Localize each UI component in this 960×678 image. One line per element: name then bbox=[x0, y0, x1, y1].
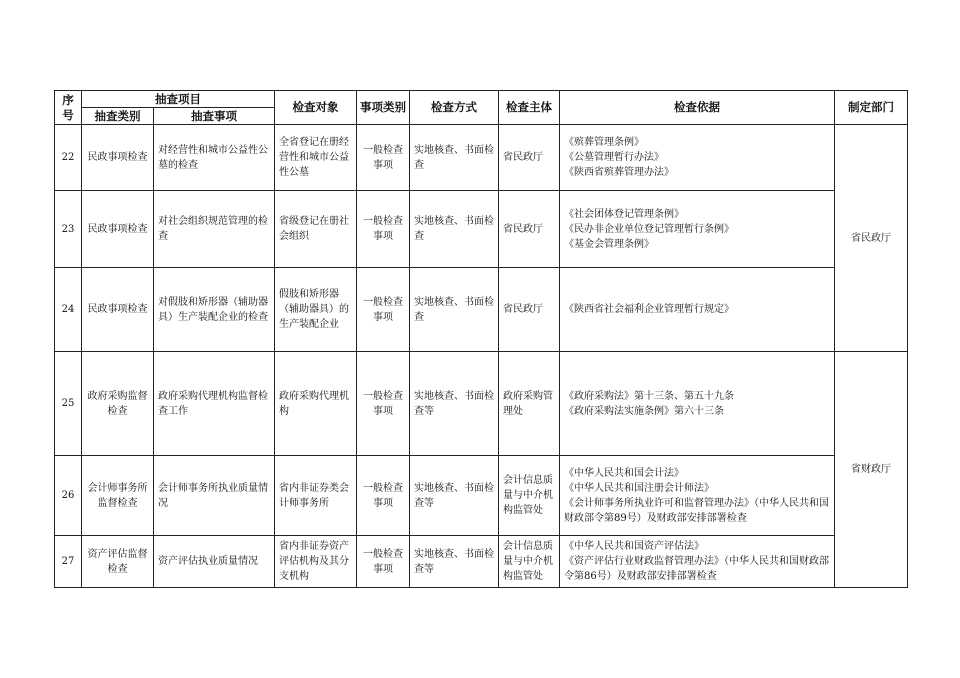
row-type: 一般检查事项 bbox=[357, 456, 410, 536]
row-subject: 省民政厅 bbox=[499, 191, 560, 268]
basis-line: 《中华人民共和国资产评估法》 bbox=[564, 541, 704, 552]
basis-line: 《社会团体登记管理条例》 bbox=[564, 208, 684, 220]
row-basis bbox=[560, 536, 835, 588]
row-subject: 省民政厅 bbox=[499, 268, 560, 352]
basis-line: 《资产评估行业财政监督管理办法》（中华人民共和国财政部令第86号）及财政部安排部署检查 bbox=[564, 556, 829, 582]
row-dept-finance: 省财政厅 bbox=[835, 352, 908, 588]
row-subject: 会计信息质量与中介机构监管处 bbox=[499, 456, 560, 536]
row-basis bbox=[560, 456, 835, 536]
row-type: 一般检查事项 bbox=[357, 268, 410, 352]
basis-line: 《陕西省殡葬管理办法》 bbox=[564, 167, 674, 178]
row-subject: 省民政厅 bbox=[499, 125, 560, 191]
header-category: 抽查类别 bbox=[82, 108, 154, 125]
table-row bbox=[55, 268, 908, 352]
row-seq: 27 bbox=[55, 536, 82, 588]
header-subject: 检查主体 bbox=[499, 91, 560, 125]
header-item: 抽查事项 bbox=[154, 108, 275, 125]
row-seq: 24 bbox=[55, 268, 82, 352]
header-basis: 检查依据 bbox=[560, 91, 835, 125]
basis-line: 《殡葬管理条例》 bbox=[564, 137, 644, 148]
row-dept-civil: 省民政厅 bbox=[835, 125, 908, 352]
row-subject: 会计信息质量与中介机构监管处 bbox=[499, 536, 560, 588]
row-seq: 25 bbox=[55, 352, 82, 456]
inspection-table bbox=[54, 90, 908, 588]
row-target: 省内非证券资产评估机构及其分支机构 bbox=[275, 536, 357, 588]
row-item: 资产评估执业质量情况 bbox=[154, 536, 275, 588]
row-item: 对经营性和城市公益性公墓的检查 bbox=[154, 125, 275, 191]
row-seq: 22 bbox=[55, 125, 82, 191]
row-category: 民政事项检查 bbox=[82, 268, 154, 352]
row-type: 一般检查事项 bbox=[357, 125, 410, 191]
table-row bbox=[55, 456, 908, 536]
row-item: 对社会组织规范管理的检查 bbox=[154, 191, 275, 268]
basis-line: 《基金会管理条例》 bbox=[564, 238, 654, 250]
row-category: 民政事项检查 bbox=[82, 125, 154, 191]
row-target: 省内非证券类会计师事务所 bbox=[275, 456, 357, 536]
row-target: 全省登记在册经营性和城市公益性公墓 bbox=[275, 125, 357, 191]
row-item: 对假肢和矫形器（辅助器具）生产装配企业的检查 bbox=[154, 268, 275, 352]
header-method: 检查方式 bbox=[410, 91, 499, 125]
header-seq: 序号 bbox=[55, 91, 82, 125]
row-method: 实地核查、书面检查等 bbox=[410, 456, 499, 536]
row-basis bbox=[560, 268, 835, 352]
table-row bbox=[55, 191, 908, 268]
basis-line: 《民办非企业单位登记管理暂行条例》 bbox=[564, 223, 734, 235]
row-basis bbox=[560, 352, 835, 456]
row-method: 实地核查、书面检查等 bbox=[410, 352, 499, 456]
table-row bbox=[55, 125, 908, 191]
row-type: 一般检查事项 bbox=[357, 352, 410, 456]
row-seq: 26 bbox=[55, 456, 82, 536]
row-seq: 23 bbox=[55, 191, 82, 268]
row-basis bbox=[560, 191, 835, 268]
row-basis bbox=[560, 125, 835, 191]
header-row-1 bbox=[55, 91, 908, 108]
row-method: 实地核查、书面检查 bbox=[410, 268, 499, 352]
basis-line: 《会计师事务所执业许可和监督管理办法》（中华人民共和国财政部令第89号）及财政部安排部署检查 bbox=[564, 497, 829, 524]
inspection-table-page bbox=[54, 90, 907, 588]
table-row bbox=[55, 352, 908, 456]
row-category: 政府采购监督检查 bbox=[82, 352, 154, 456]
row-category: 民政事项检查 bbox=[82, 191, 154, 268]
row-item: 会计师事务所执业质量情况 bbox=[154, 456, 275, 536]
row-target: 省级登记在册社会组织 bbox=[275, 191, 357, 268]
row-method: 实地核查、书面检查 bbox=[410, 125, 499, 191]
basis-line: 《政府采购法实施条例》第六十三条 bbox=[564, 405, 724, 417]
row-item: 政府采购代理机构监督检查工作 bbox=[154, 352, 275, 456]
row-method: 实地核查、书面检查 bbox=[410, 191, 499, 268]
header-dept: 制定部门 bbox=[835, 91, 908, 125]
basis-line: 《中华人民共和国注册会计师法》 bbox=[564, 482, 714, 494]
row-target: 假肢和矫形器（辅助器具）的生产装配企业 bbox=[275, 268, 357, 352]
row-target: 政府采购代理机构 bbox=[275, 352, 357, 456]
row-method: 实地核查、书面检查等 bbox=[410, 536, 499, 588]
table-row bbox=[55, 536, 908, 588]
header-type: 事项类别 bbox=[357, 91, 410, 125]
header-project-group: 抽查项目 bbox=[82, 91, 275, 108]
row-category: 资产评估监督检查 bbox=[82, 536, 154, 588]
basis-line: 《中华人民共和国会计法》 bbox=[564, 467, 684, 479]
basis-line: 《陕西省社会福利企业管理暂行规定》 bbox=[564, 304, 734, 315]
row-subject: 政府采购管理处 bbox=[499, 352, 560, 456]
row-type: 一般检查事项 bbox=[357, 536, 410, 588]
basis-line: 《政府采购法》第十三条、第五十九条 bbox=[564, 390, 734, 402]
row-category: 会计师事务所监督检查 bbox=[82, 456, 154, 536]
row-type: 一般检查事项 bbox=[357, 191, 410, 268]
basis-line: 《公墓管理暂行办法》 bbox=[564, 152, 664, 163]
header-target: 检查对象 bbox=[275, 91, 357, 125]
